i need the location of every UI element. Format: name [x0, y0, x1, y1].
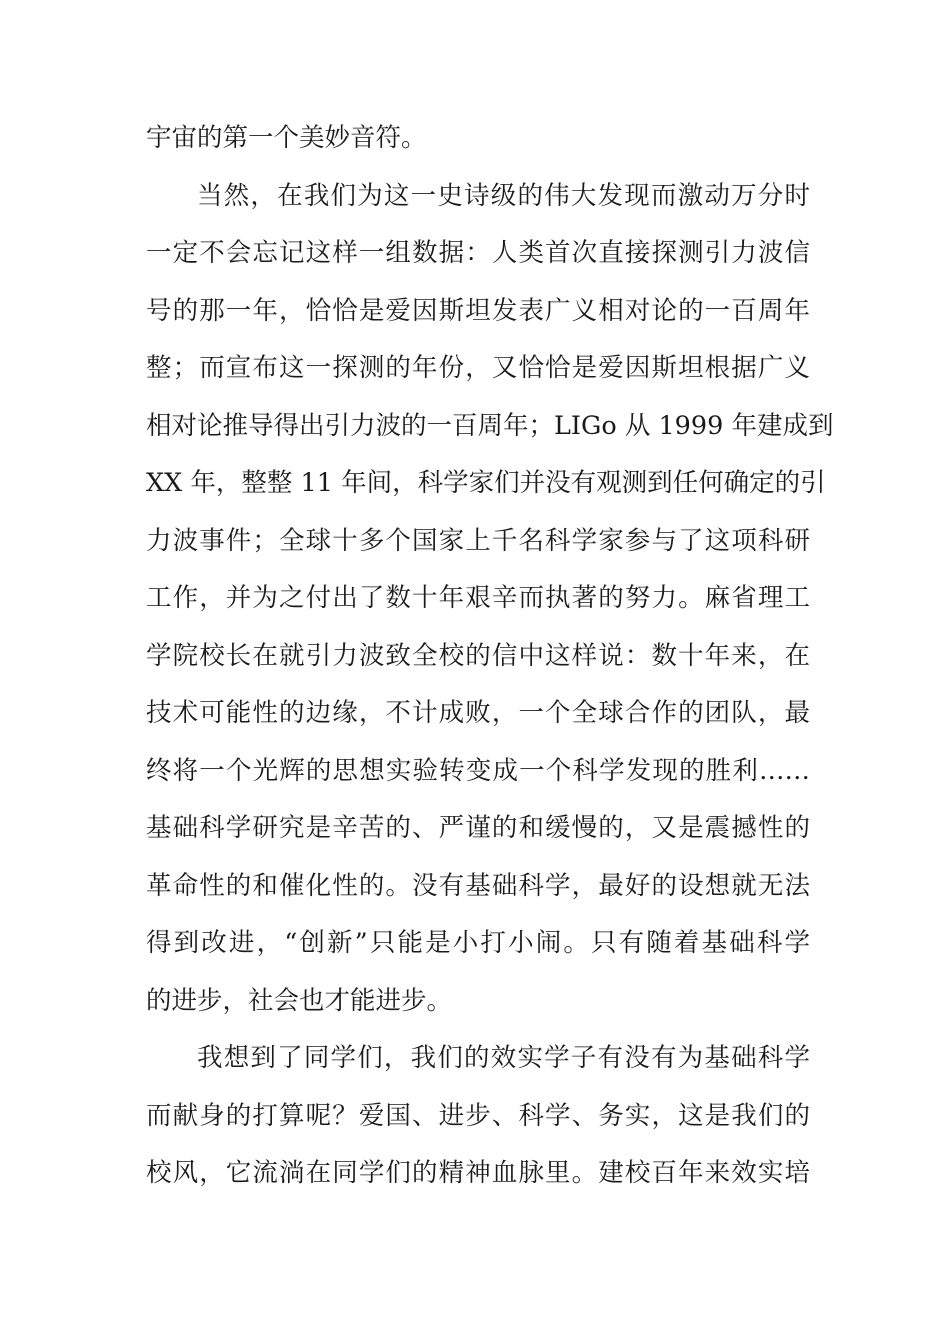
- paragraph-start-line: 我想到了同学们，我们的效实学子有没有为基础科学: [197, 1043, 810, 1073]
- paragraph-start-line: 当然，在我们为这一史诗级的伟大发现而激动万分时: [197, 180, 810, 211]
- text-line: 终将一个光辉的思想实验转变成一个科学发现的胜利……: [146, 755, 810, 786]
- text-line: 的进步，社会也才能进步。: [146, 985, 453, 1016]
- text-line: 技术可能性的边缘，不计成败，一个全球合作的团队，最: [146, 698, 810, 728]
- text-line: 宇宙的第一个美妙音符。: [146, 123, 427, 153]
- text-line: 相对论推导得出引力波的一百周年；LIGo 从 1999 年建成到: [146, 410, 834, 441]
- body-text: [146, 110, 834, 1203]
- text-line: 力波事件；全球十多个国家上千名科学家参与了这项科研: [146, 525, 810, 556]
- text-line: 得到改进，“创新”只能是小打小闹。只有随着基础科学: [146, 928, 810, 958]
- text-line: XX 年，整整 11 年间，科学家们并没有观测到任何确定的引: [146, 468, 826, 498]
- text-line: 工作，并为之付出了数十年艰辛而执著的努力。麻省理工: [146, 583, 810, 613]
- text-line: 校风，它流淌在同学们的精神血脉里。建校百年来效实培: [146, 1158, 810, 1188]
- text-line: 一定不会忘记这样一组数据：人类首次直接探测引力波信: [146, 238, 810, 268]
- text-line: 整；而宣布这一探测的年份，又恰恰是爱因斯坦根据广义: [146, 353, 810, 383]
- text-line: 号的那一年，恰恰是爱因斯坦发表广义相对论的一百周年: [146, 295, 810, 326]
- text-line: 革命性的和催化性的。没有基础科学，最好的设想就无法: [146, 870, 810, 901]
- text-line: 学院校长在就引力波致全校的信中这样说：数十年来，在: [146, 640, 810, 671]
- text-line: 基础科学研究是辛苦的、严谨的和缓慢的，又是震撼性的: [146, 813, 810, 843]
- text-line: 而献身的打算呢？爱国、进步、科学、务实，这是我们的: [146, 1100, 810, 1131]
